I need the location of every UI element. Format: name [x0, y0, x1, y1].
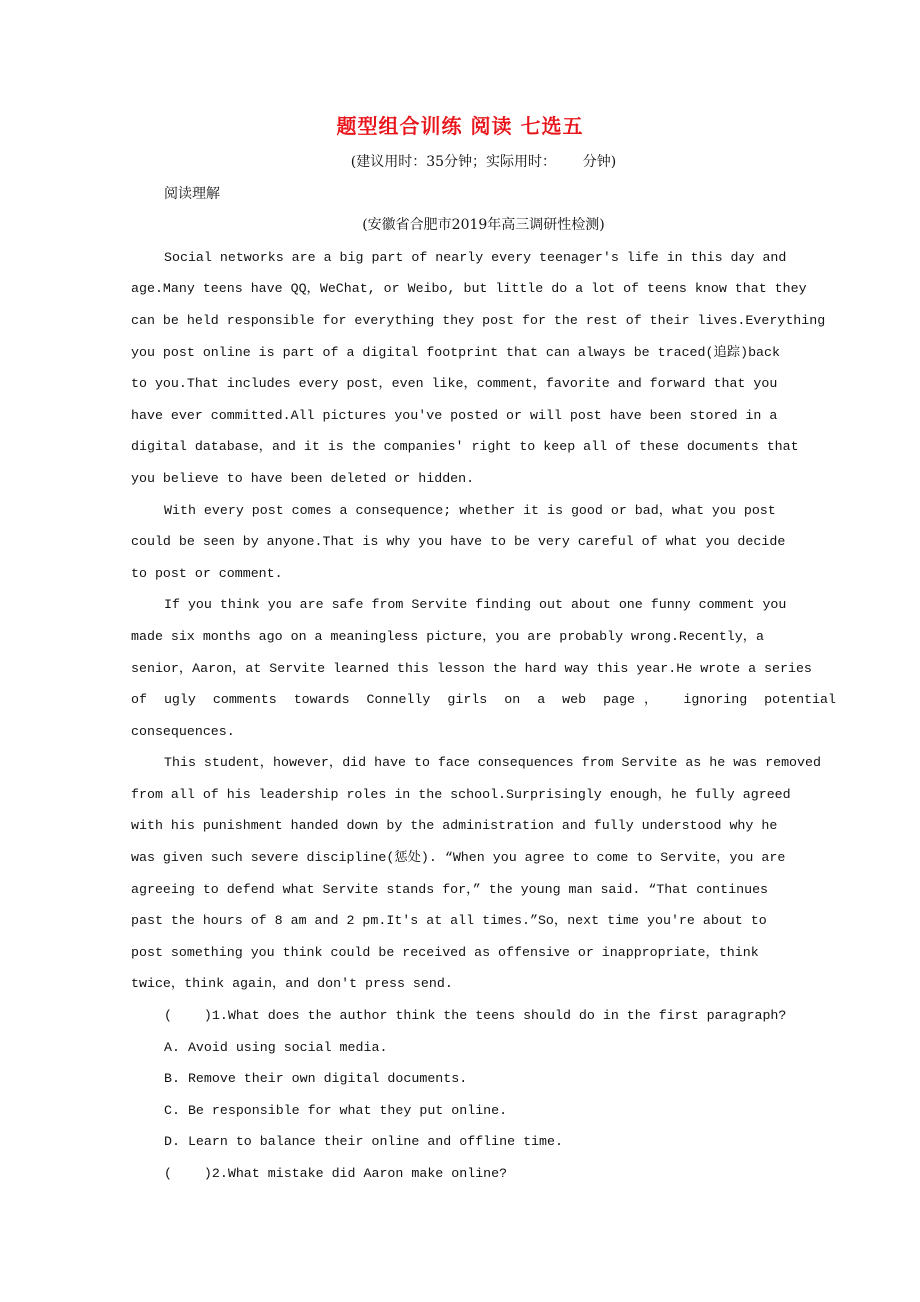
answer-option: A. Avoid using social media. — [164, 1039, 388, 1055]
paragraph-line: agreeing to defend what Servite stands for，” the young man said. “That continues — [131, 881, 769, 897]
document-title: 题型组合训练 阅读 七选五 — [336, 114, 584, 138]
section-label: 阅读理解 — [164, 185, 220, 202]
paragraph-line: with his punishment handed down by the administration and fully understood why he — [131, 818, 778, 834]
paragraph-line: can be held responsible for everything they post for the rest of their lives.Everything — [131, 312, 826, 328]
paragraph-first-line: With every post comes a consequence; whether it is good or bad，what you post — [164, 502, 776, 518]
paragraph-line: have ever committed.All pictures you've posted or will post have been stored in a — [131, 407, 778, 423]
paragraph-line: age.Many teens have QQ，WeChat, or Weibo, but little do a lot of teens know that they — [131, 281, 807, 297]
paragraph-line: from all of his leadership roles in the school.Surprisingly enough，he fully agreed — [131, 786, 791, 802]
paragraph-line: past the hours of 8 am and 2 pm.It's at all times.”So，next time you're about to — [131, 913, 767, 929]
time-note: (建议用时：35分钟；实际用时： 分钟) — [350, 154, 617, 170]
source-note: (安徽省合肥市2019年高三调研性检测) — [362, 217, 605, 234]
paragraph-line: consequences. — [131, 723, 235, 739]
paragraph-first-line: If you think you are safe from Servite finding out about one funny comment you — [164, 597, 787, 613]
answer-option: C. Be responsible for what they put online. — [164, 1102, 508, 1118]
question-stem: ( )1.What does the author think the teens should do in the first paragraph? — [164, 1008, 787, 1024]
paragraph-line: you post online is part of a digital footprint that can always be traced(追踪)back — [131, 344, 780, 360]
paragraph-line: of ugly comments towards Connelly girls on a web page， ignoring potential — [131, 692, 836, 708]
paragraph-first-line: This student，however，did have to face consequences from Servite as he was removed — [164, 755, 821, 771]
paragraph-line: to you.That includes every post，even like，comment，favorite and forward that you — [131, 376, 778, 392]
paragraph-line: you believe to have been deleted or hidden. — [131, 470, 475, 486]
paragraph-first-line: Social networks are a big part of nearly every teenager's life in this day and — [164, 249, 787, 265]
paragraph-line: made six months ago on a meaningless picture，you are probably wrong.Recently，a — [131, 628, 765, 644]
passage — [131, 242, 836, 1190]
document-body — [131, 147, 836, 1190]
paragraph-line: was given such severe discipline(惩处). “When you agree to come to Servite，you are — [131, 850, 786, 866]
paragraph-line: to post or comment. — [131, 565, 283, 581]
paragraph-line: could be seen by anyone.That is why you have to be very careful of what you decide — [131, 534, 786, 550]
paragraph-line: digital database，and it is the companies' right to keep all of these documents that — [131, 439, 799, 455]
paragraph-line: post something you think could be received as offensive or inappropriate，think — [131, 944, 759, 960]
paragraph-line: twice，think again，and don't press send. — [131, 976, 453, 992]
paragraph-line: senior，Aaron，at Servite learned this lesson the hard way this year.He wrote a series — [131, 660, 812, 676]
question-stem: ( )2.What mistake did Aaron make online? — [164, 1166, 508, 1181]
answer-option: D. Learn to balance their online and offline time. — [164, 1134, 563, 1150]
answer-option: B. Remove their own digital documents. — [164, 1071, 468, 1087]
